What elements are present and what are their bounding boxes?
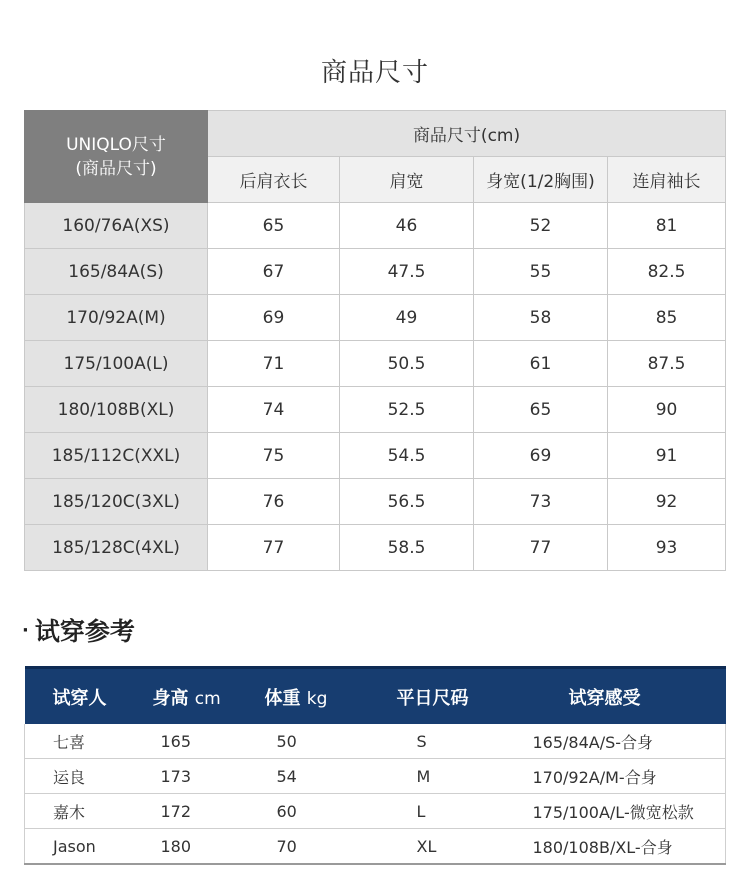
- table-cell: 49: [340, 295, 474, 341]
- column-header: 试穿感受: [515, 668, 726, 725]
- table-cell: 65: [474, 387, 608, 433]
- product-size-label: (商品尺寸): [75, 158, 157, 179]
- person-name: 嘉木: [25, 794, 143, 829]
- fit-section-title: 试穿参考: [34, 617, 135, 646]
- table-cell: 58: [474, 295, 608, 341]
- brand-size-label: UNIQLO尺寸: [66, 134, 166, 155]
- column-header: 连肩袖长: [608, 157, 726, 203]
- table-cell: 56.5: [340, 479, 474, 525]
- size-label: 165/84A(S): [25, 249, 208, 295]
- table-row: [25, 829, 726, 865]
- table-cell: 61: [474, 341, 608, 387]
- height-unit: cm: [194, 688, 221, 709]
- fit-feeling-value: 175/100A/L-微宽松款: [515, 794, 726, 829]
- table-cell: 74: [208, 387, 340, 433]
- size-label: 170/92A(M): [25, 295, 208, 341]
- weight-unit: kg: [306, 688, 328, 709]
- table-row: [25, 203, 726, 249]
- table-cell: 67: [208, 249, 340, 295]
- table-cell: 71: [208, 341, 340, 387]
- table-row: [25, 525, 726, 571]
- fit-feeling-value: 170/92A/M-合身: [515, 759, 726, 794]
- height-value: 172: [143, 794, 255, 829]
- table-cell: 52.5: [340, 387, 474, 433]
- height-header: 身高: [152, 687, 189, 709]
- table-cell: 58.5: [340, 525, 474, 571]
- size-table-header-row: [25, 111, 726, 157]
- table-cell: 69: [208, 295, 340, 341]
- fit-table-header-row: [25, 668, 726, 725]
- table-cell: 85: [608, 295, 726, 341]
- column-header: 后肩衣长: [208, 157, 340, 203]
- table-cell: 73: [474, 479, 608, 525]
- table-cell: 93: [608, 525, 726, 571]
- table-cell: 50.5: [340, 341, 474, 387]
- usual-size-value: L: [375, 794, 515, 829]
- height-value: 180: [143, 829, 255, 865]
- weight-value: 54: [255, 759, 375, 794]
- height-value: 165: [143, 724, 255, 759]
- usual-size-value: XL: [375, 829, 515, 865]
- size-label-header: [25, 111, 208, 203]
- usual-size-value: M: [375, 759, 515, 794]
- table-cell: 76: [208, 479, 340, 525]
- usual-size-value: S: [375, 724, 515, 759]
- table-cell: 46: [340, 203, 474, 249]
- table-cell: 77: [208, 525, 340, 571]
- table-row: [25, 759, 726, 794]
- table-cell: 81: [608, 203, 726, 249]
- height-value: 173: [143, 759, 255, 794]
- size-label: 185/128C(4XL): [25, 525, 208, 571]
- weight-value: 60: [255, 794, 375, 829]
- measurement-group-header: 商品尺寸(cm): [208, 111, 726, 157]
- person-name: Jason: [25, 829, 143, 865]
- fit-table: [24, 666, 726, 865]
- table-cell: 82.5: [608, 249, 726, 295]
- table-row: [25, 387, 726, 433]
- table-cell: 55: [474, 249, 608, 295]
- table-row: [25, 794, 726, 829]
- size-label: 185/112C(XXL): [25, 433, 208, 479]
- size-label: 175/100A(L): [25, 341, 208, 387]
- column-header: 平日尺码: [375, 668, 515, 725]
- table-row: [25, 295, 726, 341]
- table-cell: 90: [608, 387, 726, 433]
- table-cell: 75: [208, 433, 340, 479]
- size-table: [24, 110, 726, 571]
- fit-feeling-value: 165/84A/S-合身: [515, 724, 726, 759]
- fit-section-heading: [22, 612, 135, 648]
- bullet: ·: [22, 620, 29, 641]
- column-header: 试穿人: [25, 668, 143, 725]
- table-cell: 54.5: [340, 433, 474, 479]
- table-cell: 47.5: [340, 249, 474, 295]
- size-label: 160/76A(XS): [25, 203, 208, 249]
- table-row: [25, 724, 726, 759]
- column-header: [143, 668, 255, 725]
- table-cell: 77: [474, 525, 608, 571]
- weight-value: 50: [255, 724, 375, 759]
- table-row: [25, 341, 726, 387]
- page-title: 商品尺寸: [320, 58, 429, 88]
- table-row: [25, 249, 726, 295]
- size-label: 180/108B(XL): [25, 387, 208, 433]
- fit-feeling-value: 180/108B/XL-合身: [515, 829, 726, 865]
- table-cell: 69: [474, 433, 608, 479]
- table-cell: 91: [608, 433, 726, 479]
- table-row: [25, 479, 726, 525]
- table-cell: 52: [474, 203, 608, 249]
- weight-value: 70: [255, 829, 375, 865]
- person-name: 七喜: [25, 724, 143, 759]
- size-label: 185/120C(3XL): [25, 479, 208, 525]
- table-cell: 92: [608, 479, 726, 525]
- table-row: [25, 433, 726, 479]
- table-cell: 65: [208, 203, 340, 249]
- column-header: 肩宽: [340, 157, 474, 203]
- weight-header: 体重: [264, 687, 301, 709]
- column-header: 身宽(1/2胸围): [474, 157, 608, 203]
- person-name: 运良: [25, 759, 143, 794]
- column-header: [255, 668, 375, 725]
- table-cell: 87.5: [608, 341, 726, 387]
